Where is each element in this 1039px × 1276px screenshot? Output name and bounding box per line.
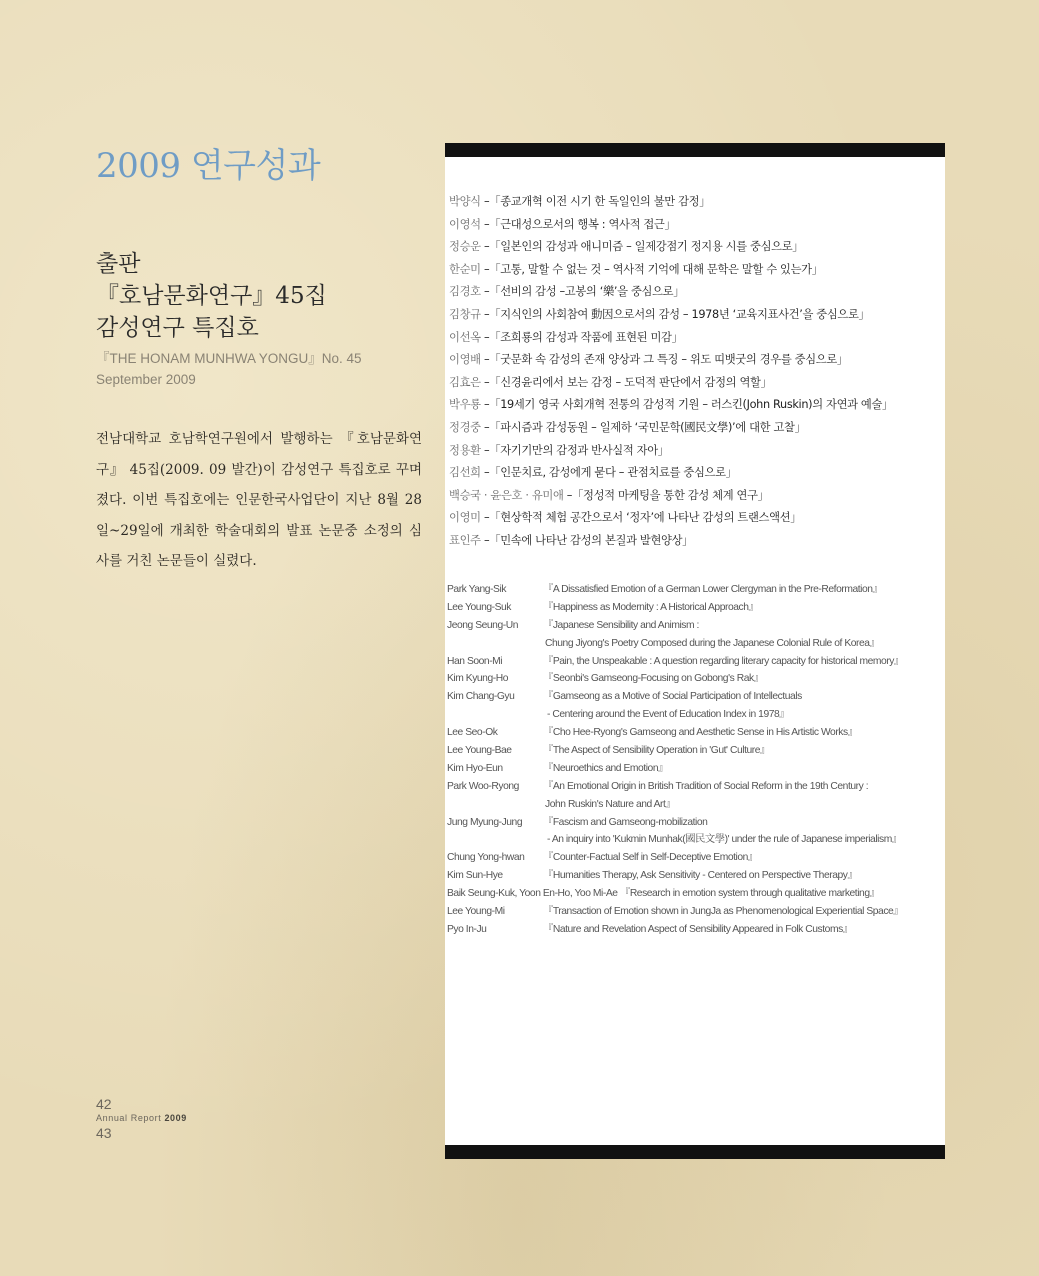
paper-author: Lee Young-Suk [447,601,512,613]
paper-row-en [447,778,943,796]
paper-row-en [447,635,943,653]
paper-author: 김효은 [449,375,481,389]
paper-author: 표인주 [449,533,481,547]
paper-author: Baik Seung-Kuk, Yoon En-Ho, Yoo Mi-Ae [447,888,618,900]
paper-author: Kim Chang-Gyu [447,691,515,703]
paper-row-en [447,724,943,742]
paper-author: 이영미 [449,511,481,525]
paper-title: 『Research in emotion system through qualitative marketing』 [619,888,880,900]
paper-row-en [447,617,943,635]
paper-author: 정용환 [449,443,481,457]
paper-author: 백승국 · 윤은호 · 유미애 [449,488,564,502]
paper-row-en [447,688,943,706]
paper-row-kr [449,440,941,463]
paper-row-en [447,653,943,671]
paper-author: 박양식 [449,195,481,208]
paper-row-kr [449,530,941,553]
paper-title: –「종교개혁 이전 시기 한 독일인의 불만 감정」 [483,195,711,208]
paper-row-kr [449,214,941,237]
paper-title: 『Neuroethics and Emotion』 [543,762,668,774]
paper-row-kr [449,507,941,530]
panel-bottom-bar [445,1145,945,1159]
publication-title-en: 『THE HONAM MUNHWA YONGU』No. 45 [96,351,362,366]
paper-row-en [447,760,943,778]
annual-report-year: 2009 [164,1113,187,1123]
english-paper-list [447,581,943,939]
paper-title: 『Gamseong as a Motive of Social Participation of Intellectuals [543,691,802,703]
paper-author: Han Soon-Mi [447,655,503,667]
paper-title: –「지식인의 사회참여 動因으로서의 감성 – 1978년 ‘교육지표사건’을 중심으로」 [483,307,870,321]
paper-row-en [447,921,943,939]
paper-row-en [447,706,943,724]
paper-row-kr [449,372,941,395]
paper-title: 『A Dissatisfied Emotion of a German Lower Clergyman in the Pre-Reformation』 [543,584,883,595]
paper-title: 『Seonbi's Gamseong-Focusing on Gobong's Rak』 [543,673,764,685]
paper-title: - Centering around the Event of Education Index in 1978』 [547,709,790,721]
paper-author: Pyo In-Ju [447,923,487,935]
paper-title: –「민속에 나타난 감성의 본질과 발현양상」 [483,533,694,547]
publication-meta [96,348,362,390]
paper-row-en [447,867,943,885]
paper-title: –「신경윤리에서 보는 감정 – 도덕적 판단에서 감정의 역할」 [483,375,772,389]
paper-row-en [447,814,943,832]
paper-row-en [447,885,943,903]
paper-row-kr [449,304,941,327]
paper-title: –「현상학적 체험 공간으로서 ‘정자’에 나타난 감성의 트랜스액션」 [483,511,802,525]
paper-title: –「파시즘과 감성동원 – 일제하 ‘국민문학(國民文學)’에 대한 고찰」 [483,420,806,434]
paper-title: 『Happiness as Modernity : A Historical Approach』 [543,601,759,613]
paper-author: 박우룡 [449,398,481,412]
paper-row-en [447,831,943,849]
page-number-right: 43 [96,1125,112,1141]
paper-author: 김경호 [449,285,481,299]
paper-title: –「조희룡의 감성과 작품에 표현된 미감」 [483,330,683,344]
paper-author: 정승운 [449,240,481,254]
paper-title: Chung Jiyong's Poetry Composed during the Japanese Colonial Rule of Korea』 [545,637,880,649]
paper-title: - An inquiry into 'Kukmin Munhak(國民文學)' under the rule of Japanese imperialism』 [547,834,902,846]
publication-date: September 2009 [96,372,196,387]
paper-title: 『Nature and Revelation Aspect of Sensibility Appeared in Folk Customs』 [543,923,853,935]
paper-row-kr [449,462,941,485]
paper-title: –「일본인의 감성과 애니미즘 – 일제강점기 정지용 시를 중심으로」 [483,240,804,254]
paper-author: 김창규 [449,307,481,321]
paper-author: Kim Sun-Hye [447,870,503,882]
paper-title: –「굿문화 속 감성의 존재 양상과 그 특징 – 위도 띠뱃굿의 경우를 중심으로」 [483,353,848,367]
paper-list-panel [445,143,945,1159]
paper-row-en [447,903,943,921]
paper-row-kr [449,394,941,417]
paper-title: –「근대성으로서의 행복 : 역사적 접근」 [483,217,676,231]
paper-author: Jeong Seung-Un [447,619,518,631]
paper-title: 『An Emotional Origin in British Tradition of Social Reform in the 19th Century : [543,780,869,792]
paper-row-en [447,742,943,760]
publication-heading [96,248,416,344]
paper-title: –「19세기 영국 사회개혁 전통의 감성적 기원 – 러스킨(John Ruskin)의 자연과 예술」 [483,398,894,412]
paper-title: –「자기기만의 감정과 반사실적 자아」 [483,443,669,457]
paper-author: Lee Seo-Ok [447,727,498,739]
paper-author: 김선희 [449,466,481,480]
paper-title: 『Counter-Factual Self in Self-Deceptive Emotion』 [543,852,758,864]
annual-report-label [96,1112,187,1125]
paper-author: Park Yang-Sik [447,584,507,595]
paper-author: Jung Myung-Jung [447,816,523,828]
page-number-left: 42 [96,1096,112,1112]
paper-row-kr [449,417,941,440]
paper-row-en [447,581,943,599]
paper-author: 정경중 [449,420,481,434]
paper-title: 『Pain, the Unspeakable : A question regarding literary capacity for historical memory』 [543,655,904,667]
paper-title: John Ruskin's Nature and Art』 [545,798,676,810]
paper-row-en [447,849,943,867]
paper-author: 이영배 [449,353,481,367]
paper-row-kr [449,191,941,214]
paper-row-kr [449,349,941,372]
publication-category: 출판 [96,251,141,277]
paper-title: 『Fascism and Gamseong-mobilization [543,816,708,828]
page-footer [96,1096,187,1141]
paper-title: –「정성적 마케팅을 통한 감성 체계 연구」 [566,488,769,502]
annual-report-text: Annual Report [96,1113,162,1123]
paper-author: Lee Young-Bae [447,745,512,757]
paper-row-kr [449,259,941,282]
paper-row-en [447,670,943,688]
section-title: 2009 연구성과 [96,146,321,186]
paper-author: Kim Hyo-Eun [447,762,503,774]
paper-row-en [447,599,943,617]
intro-paragraph: 전남대학교 호남학연구원에서 발행하는 『호남문화연구』 45집(2009. 09 발간)이 감성연구 특집호로 꾸며졌다. 이번 특집호에는 인문한국사업단이 지난 8월 28일~29일에 개최한 학술대회의 발표 논문중 소정의 심사를 거친 논문들이 실렸다. [96,431,422,569]
paper-title: 『Japanese Sensibility and Animism : [543,619,699,631]
publication-title: 『호남문화연구』45집 [96,283,327,309]
paper-entry [447,885,879,903]
paper-author: 이영석 [449,217,481,231]
paper-author: 이선옥 [449,330,481,344]
paper-row-kr [449,327,941,350]
paper-title: 『Humanities Therapy, Ask Sensitivity - Centered on Perspective Therapy』 [543,870,858,882]
paper-row-kr [449,281,941,304]
paper-author: Kim Kyung-Ho [447,673,508,685]
paper-author: Park Woo-Ryong [447,780,519,792]
paper-row-kr [449,236,941,259]
paper-author: 한순미 [449,262,481,276]
paper-title: 『The Aspect of Sensibility Operation in 'Gut' Culture』 [543,745,770,757]
panel-top-bar [445,143,945,157]
paper-row-kr [449,485,941,508]
paper-row-en [447,796,943,814]
paper-title: –「선비의 감성 –고봉의 ‘樂’을 중심으로」 [483,285,685,299]
paper-title: –「고통, 말할 수 없는 것 – 역사적 기억에 대해 문학은 말할 수 있는가」 [483,262,823,276]
korean-paper-list [449,191,941,553]
publication-subtitle: 감성연구 특집호 [96,315,259,341]
paper-author: Lee Young-Mi [447,906,505,918]
paper-title: 『Transaction of Emotion shown in JungJa as Phenomenological Experiential Space』 [543,906,904,918]
paper-title: 『Cho Hee-Ryong's Gamseong and Aesthetic Sense in His Artistic Works』 [543,727,858,739]
paper-title: –「인문치료, 감성에게 묻다 – 관점치료를 중심으로」 [483,466,737,480]
paper-author: Chung Yong-hwan [447,852,525,864]
